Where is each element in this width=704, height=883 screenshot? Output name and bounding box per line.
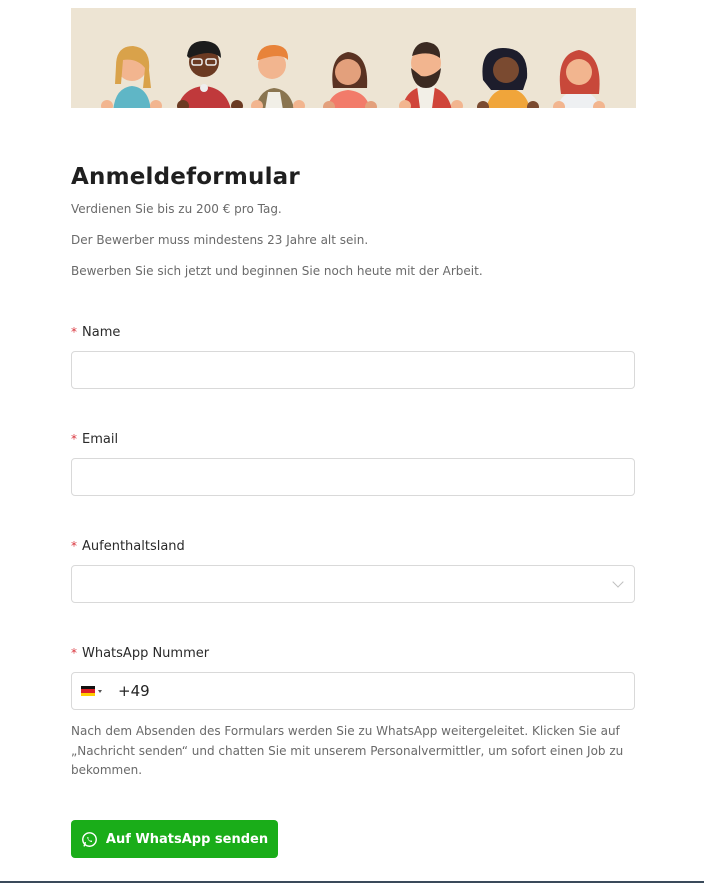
banner-bottom-strip bbox=[71, 108, 636, 116]
required-marker: * bbox=[71, 325, 77, 339]
form-title: Anmeldeformular bbox=[71, 164, 300, 190]
required-marker: * bbox=[71, 539, 77, 553]
whatsapp-phone-input[interactable] bbox=[71, 672, 635, 710]
chevron-down-icon bbox=[612, 576, 623, 587]
country-select[interactable] bbox=[71, 565, 635, 603]
germany-flag-icon[interactable] bbox=[81, 686, 95, 696]
email-label bbox=[71, 432, 118, 447]
whatsapp-label bbox=[71, 646, 209, 661]
caret-down-icon bbox=[98, 690, 102, 693]
name-label bbox=[71, 325, 120, 340]
people-illustration bbox=[71, 8, 636, 116]
banner-illustration bbox=[71, 8, 636, 116]
whatsapp-redirect-note: Nach dem Absenden des Formulars werden Sie zu WhatsApp weitergeleitet. Klicken Sie auf „Nachricht senden“ und chatten Sie mit unserem Personalvermittler, um sofort einen Job zu bekommen. bbox=[71, 724, 624, 777]
description-line: Der Bewerber muss mindestens 23 Jahre alt sein. bbox=[71, 233, 369, 247]
phone-country-code: +49 bbox=[118, 682, 150, 700]
description-line: Bewerben Sie sich jetzt und beginnen Sie noch heute mit der Arbeit. bbox=[71, 264, 483, 278]
country-label-text: Aufenthaltsland bbox=[82, 539, 185, 554]
name-input[interactable] bbox=[71, 351, 635, 389]
person-figure bbox=[176, 41, 243, 116]
email-label-text: Email bbox=[82, 432, 119, 447]
name-label-text: Name bbox=[82, 325, 121, 340]
person-figure bbox=[553, 50, 605, 116]
country-label bbox=[71, 539, 185, 554]
email-input[interactable] bbox=[71, 458, 635, 496]
required-marker: * bbox=[71, 432, 77, 446]
whatsapp-label-text: WhatsApp Nummer bbox=[82, 646, 210, 661]
send-whatsapp-label: Auf WhatsApp senden bbox=[105, 831, 269, 847]
person-figure bbox=[399, 42, 463, 116]
whatsapp-icon bbox=[81, 831, 98, 848]
person-figure bbox=[477, 48, 539, 116]
required-marker: * bbox=[71, 646, 77, 660]
person-figure bbox=[251, 45, 305, 116]
description-line: Verdienen Sie bis zu 200 € pro Tag. bbox=[71, 202, 282, 216]
send-whatsapp-button[interactable] bbox=[71, 820, 278, 858]
person-figure bbox=[323, 52, 377, 116]
person-figure bbox=[101, 46, 162, 116]
